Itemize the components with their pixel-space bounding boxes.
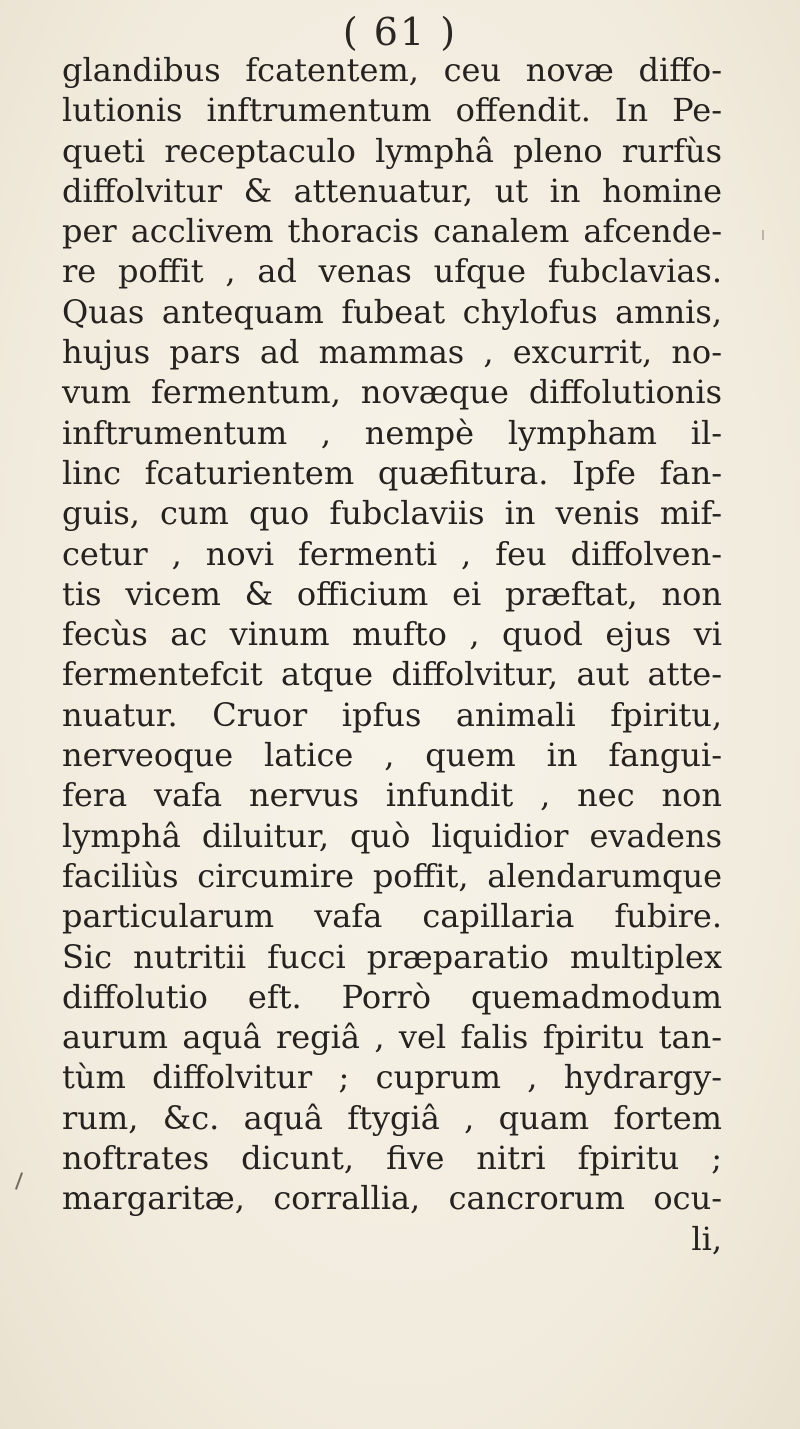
- text-line: Quas antequam fubeat chylofus amnis,: [62, 292, 722, 331]
- text-line: tis vicem & officium ei præftat, non: [62, 574, 722, 613]
- catchword: li,: [691, 1219, 722, 1258]
- text-line: diffolvitur & attenuatur, ut in homine: [62, 171, 722, 210]
- paper-mark: [762, 230, 764, 240]
- text-line: aurum aquâ regiâ , vel falis fpiritu tan-: [62, 1018, 722, 1057]
- text-line: inftrumentum , nempè lympham il-: [62, 413, 722, 452]
- text-line: noftrates dicunt, five nitri fpiritu ;: [62, 1139, 722, 1178]
- text-line: linc fcaturientem quæfitura. Ipfe fan-: [62, 453, 722, 492]
- text-line: vum fermentum, novæque diffolutionis: [62, 373, 722, 412]
- text-line: nuatur. Cruor ipfus animali fpiritu,: [62, 695, 722, 734]
- text-line: fecùs ac vinum mufto , quod ejus vi: [62, 615, 722, 654]
- text-line: Sic nutritii fucci præparatio multiplex: [62, 937, 722, 976]
- text-line: rum, &c. aquâ ftygiâ , quam fortem: [62, 1098, 722, 1137]
- text-line: queti receptaculo lymphâ pleno rurfùs: [62, 131, 722, 170]
- latin-text-block: [62, 50, 722, 1259]
- text-line: tùm diffolvitur ; cuprum , hydrargy-: [62, 1058, 722, 1097]
- text-line: glandibus fcatentem, ceu novæ diffo-: [62, 51, 722, 89]
- margin-tick: [15, 1172, 23, 1190]
- text-line: fera vafa nervus infundit , nec non: [62, 776, 722, 815]
- text-line: diffolutio eft. Porrò quemadmodum: [62, 977, 722, 1016]
- text-line: nerveoque latice , quem in fangui-: [62, 736, 722, 775]
- text-line: lutionis inftrumentum offendit. In Pe-: [62, 91, 722, 130]
- text-line: hujus pars ad mammas , excurrit, no-: [62, 333, 722, 372]
- text-line: faciliùs circumire poffit, alendarumque: [62, 856, 722, 895]
- text-line: particularum vafa capillaria fubire.: [62, 897, 722, 936]
- text-line: re poffit , ad venas ufque fubclavias.: [62, 252, 722, 291]
- text-line: fermentefcit atque diffolvitur, aut atte-: [62, 655, 722, 694]
- text-line: margaritæ, corrallia, cancrorum ocu-: [62, 1179, 722, 1218]
- page-number: ( 61 ): [342, 10, 458, 54]
- text-line: cetur , novi fermenti , feu diffolven-: [62, 534, 722, 573]
- text-line: guis, cum quo fubclaviis in venis mif-: [62, 494, 722, 533]
- text-line: lymphâ diluitur, quò liquidior evadens: [62, 816, 722, 855]
- text-line: per acclivem thoracis canalem afcende-: [62, 212, 722, 251]
